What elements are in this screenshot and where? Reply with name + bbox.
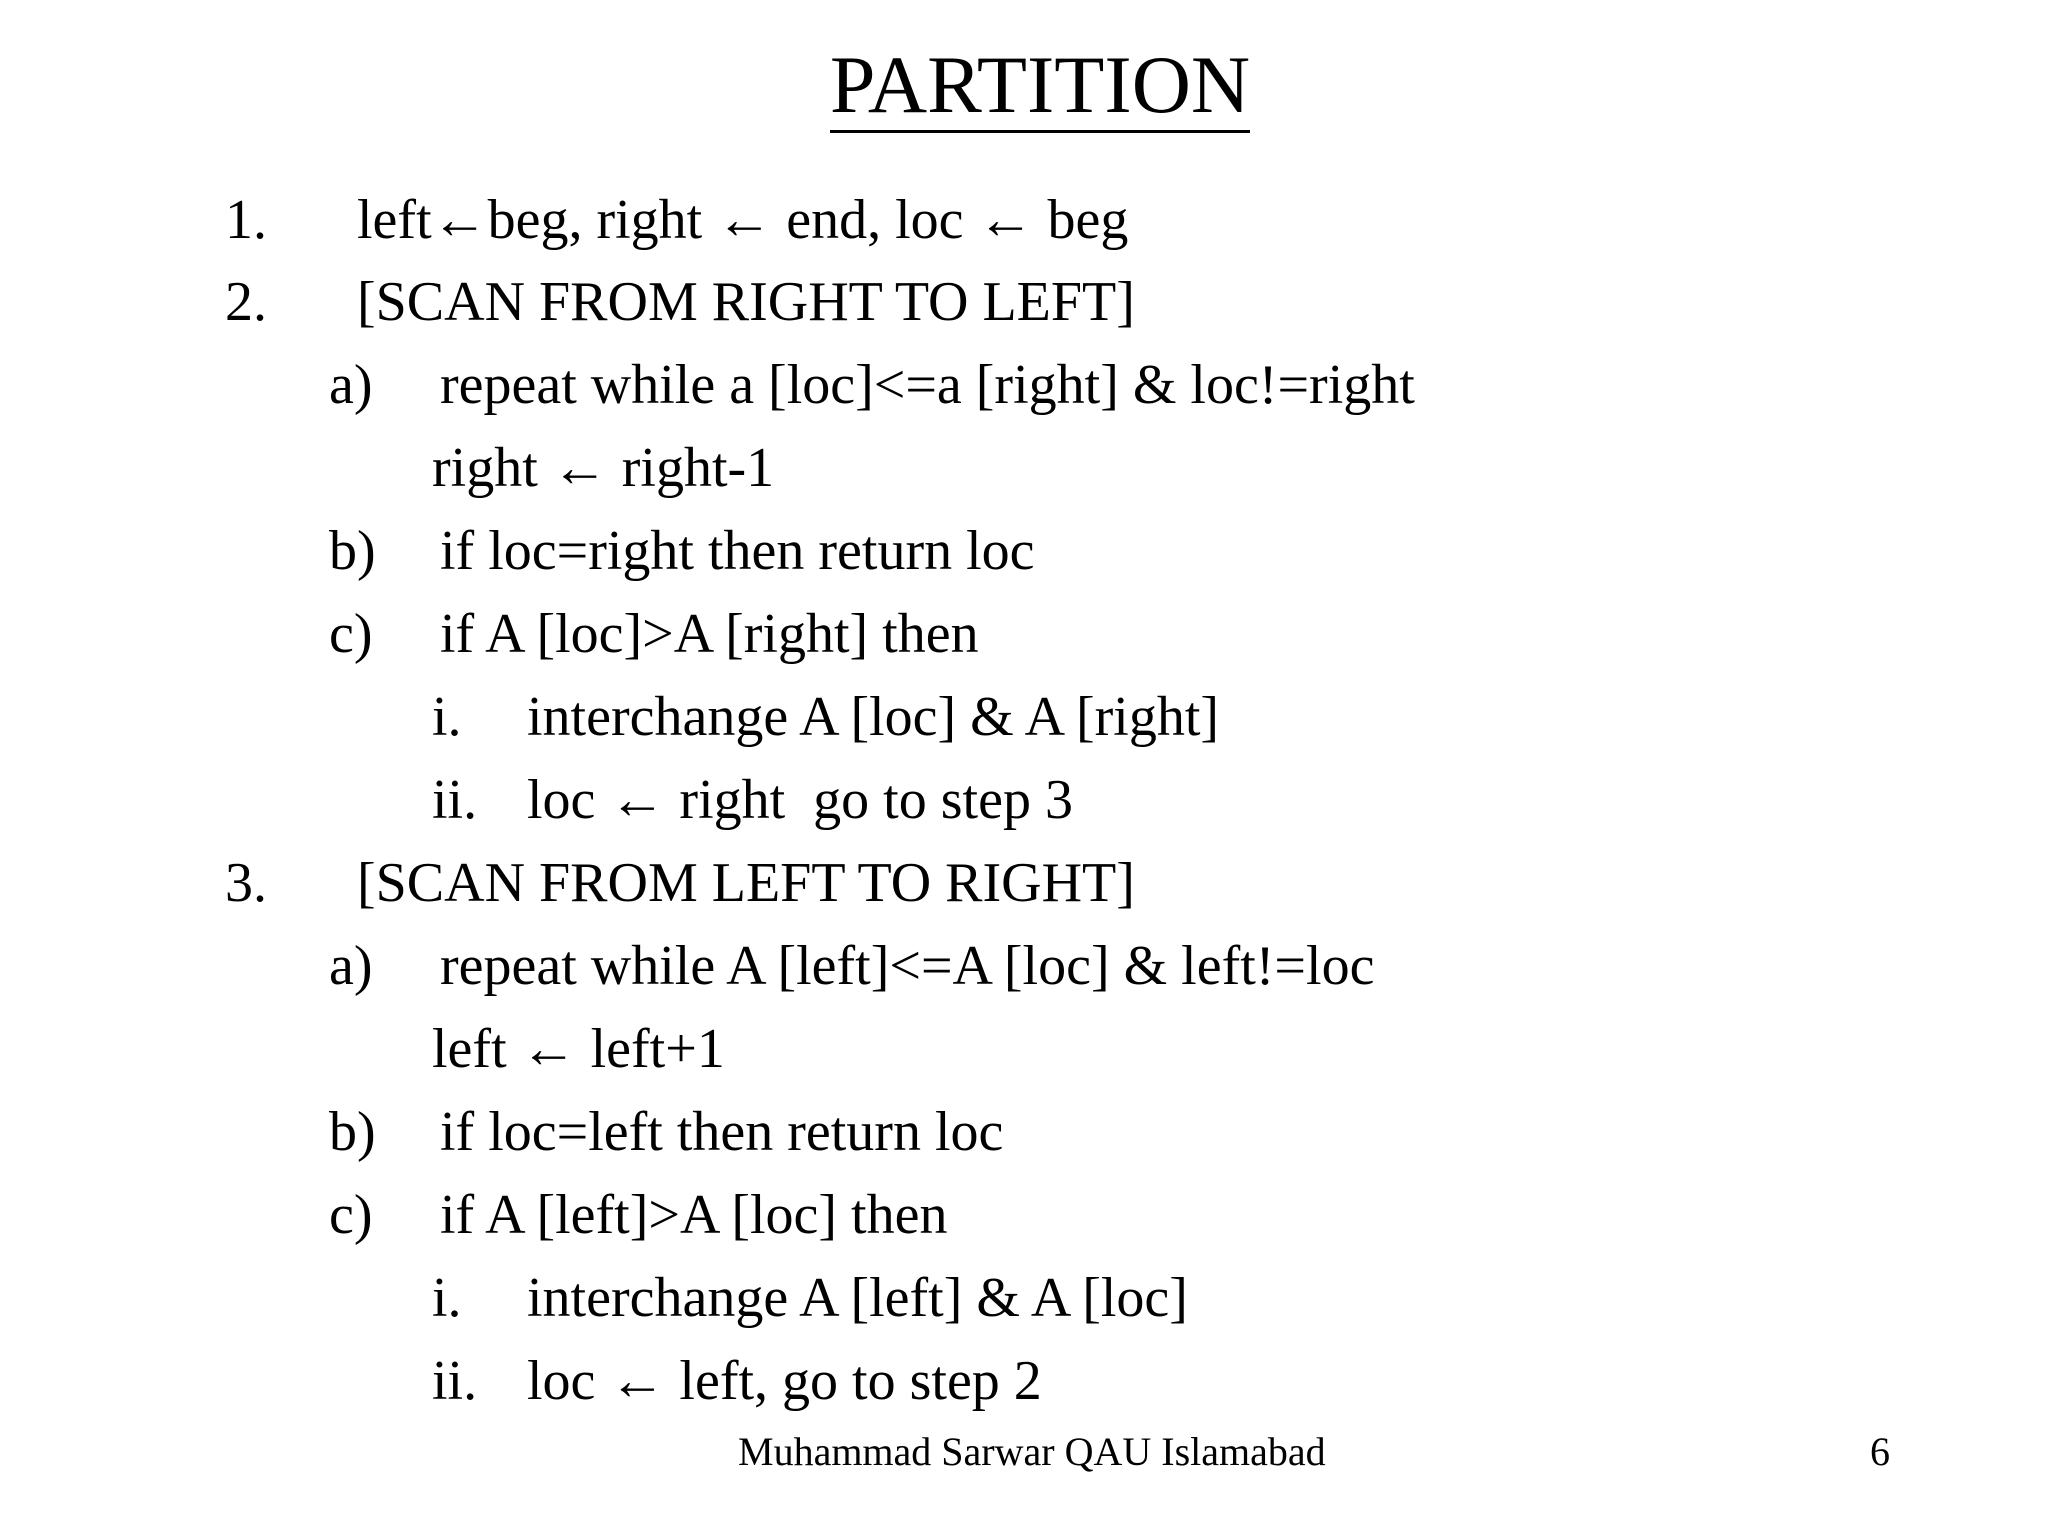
step-2b-text: if loc=right then return loc [440,520,1035,582]
step-3b-text: if loc=left then return loc [440,1101,1004,1163]
step-1-text: left←beg, right ← end, loc ← beg [357,189,1129,251]
step-2c-ii-text: loc ← right go to step 3 [527,769,1073,831]
step-3a-text: repeat while A [left]<=A [loc] & left!=loc [440,935,1375,997]
step-2a-text: repeat while a [loc]<=a [right] & loc!=right [440,354,1415,416]
step-3-text: [SCAN FROM LEFT TO RIGHT] [357,852,1135,914]
step-2b-marker: b) [329,520,376,582]
step-2-marker: 2. [225,271,267,333]
step-3c-marker: c) [329,1184,373,1246]
step-2c-ii-marker: ii. [432,769,478,831]
step-1-marker: 1. [225,189,267,251]
step-2c-i-marker: i. [432,686,462,748]
step-2a-body-text: right ← right-1 [432,437,775,499]
slide-title [0,39,2048,133]
step-3a-marker: a) [329,935,373,997]
step-3c-ii-text: loc ← left, go to step 2 [527,1350,1042,1412]
footer-page-number: 6 [1870,1429,1890,1474]
step-2c-text: if A [loc]>A [right] then [440,603,979,665]
step-3a-body-text: left ← left+1 [432,1018,725,1080]
step-2c-marker: c) [329,603,373,665]
footer-author: Muhammad Sarwar QAU Islamabad [738,1429,1326,1474]
step-3c-text: if A [left]>A [loc] then [440,1184,948,1246]
step-3c-i-text: interchange A [left] & A [loc] [527,1267,1188,1329]
step-3-marker: 3. [225,852,267,914]
step-2a-marker: a) [329,354,373,416]
step-3c-i-marker: i. [432,1267,462,1329]
step-3b-marker: b) [329,1101,376,1163]
step-3c-ii-marker: ii. [432,1350,478,1412]
slide-title-text: PARTITION [830,44,1250,133]
step-2c-i-text: interchange A [loc] & A [right] [527,686,1220,748]
step-2-text: [SCAN FROM RIGHT TO LEFT] [357,271,1135,333]
